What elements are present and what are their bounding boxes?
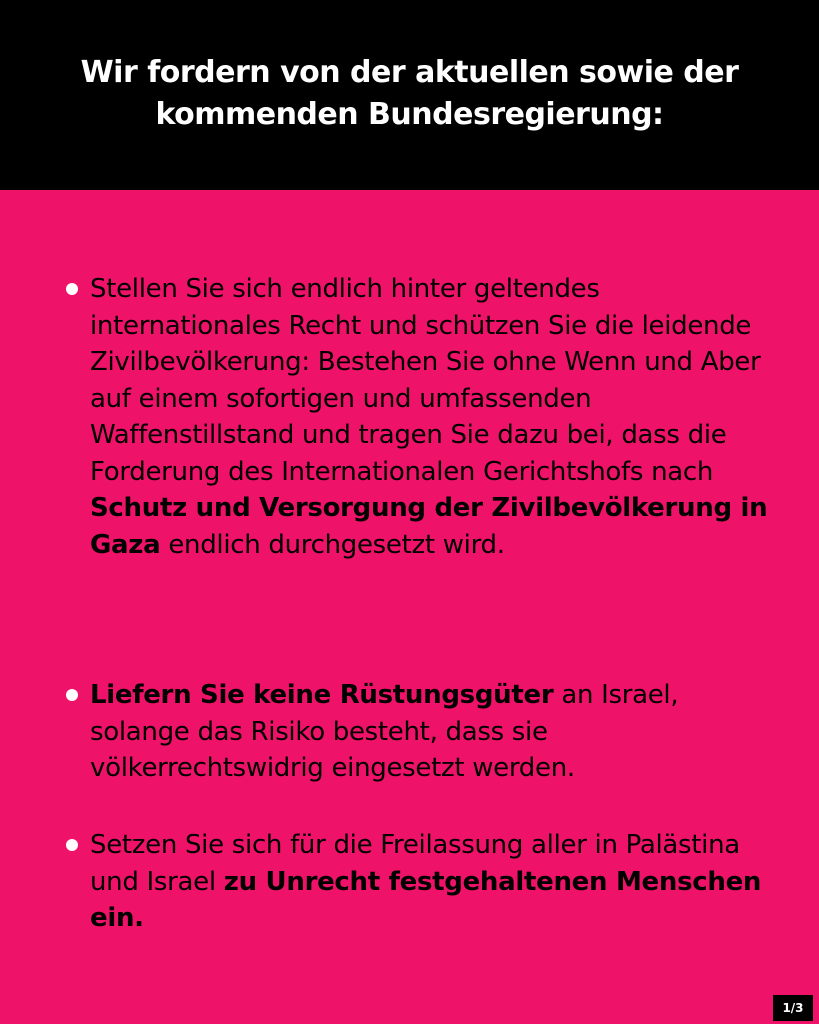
demand-text-bold: Liefern Sie keine Rüstungsgüter [90, 680, 554, 710]
bullet-icon [66, 283, 78, 295]
list-item [90, 827, 780, 937]
bullet-icon [66, 839, 78, 851]
list-item [90, 271, 780, 563]
demand-text-bold: Schutz und Versorgung der Zivilbevölkerung in Gaza [90, 493, 768, 560]
list-item [90, 677, 780, 787]
demand-text: Setzen Sie sich für die Freilassung aller in Palästina und Israel [90, 830, 740, 897]
demand-text: endlich durchgesetzt wird. [160, 529, 505, 560]
bullet-icon [66, 689, 78, 701]
demand-text: Stellen Sie sich endlich hinter geltendes internationales Recht und schützen Sie die leidende Zivilbevölkerung: Bestehen Sie ohne Wenn und Aber auf einem sofortigen und umfassenden Waffenstillstand und tragen Sie dazu bei, dass die Forderung des Internationalen Gerichtshofs nach [90, 274, 761, 487]
page-title: Wir fordern von der aktuellen sowie der kommenden Bundesregierung: [80, 55, 739, 132]
demand-text: an Israel, solange das Risiko besteht, dass sie völkerrechtswidrig eingesetzt werden. [90, 680, 679, 783]
demand-text-bold: zu Unrecht festgehaltenen Menschen ein. [90, 866, 762, 933]
header-banner [0, 0, 819, 190]
page-indicator: 1/3 [773, 995, 813, 1021]
